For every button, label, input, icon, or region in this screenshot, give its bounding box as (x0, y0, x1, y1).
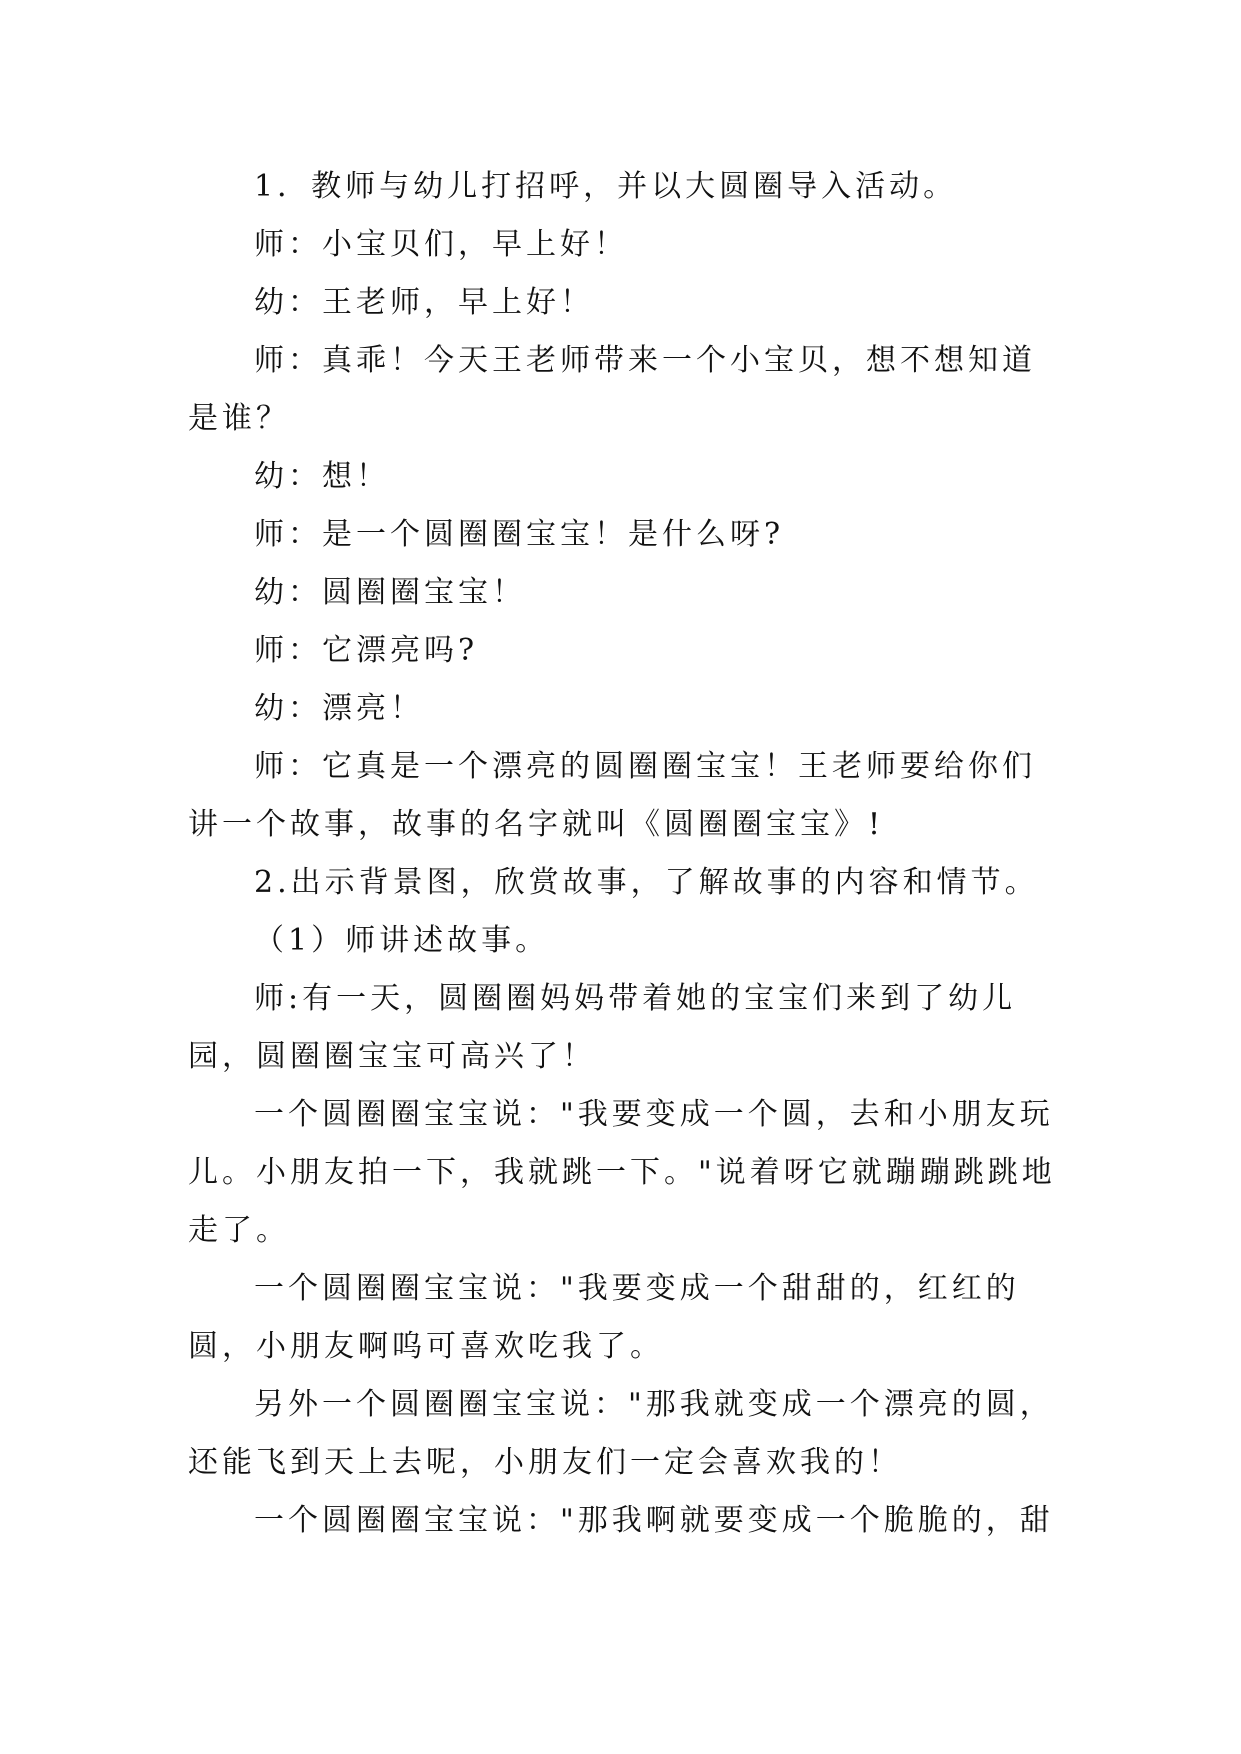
paragraph: 师：是一个圆圈圈宝宝！是什么呀? (254, 517, 785, 552)
paragraph: 幼：想！ (254, 459, 390, 494)
paragraph: 师：小宝贝们，早上好！ (254, 227, 628, 262)
paragraph: 师：它真是一个漂亮的圆圈圈宝宝！王老师要给你们讲一个故事，故事的名字就叫《圆圈圈宝宝》! (188, 749, 1036, 842)
paragraph: 师：真乖！今天王老师带来一个小宝贝，想不想知道是谁？ (188, 343, 1036, 436)
paragraph: 幼：漂亮！ (254, 691, 424, 726)
paragraph: 幼：王老师，早上好！ (254, 285, 594, 320)
paragraph: 另外一个圆圈圈宝宝说："那我就变成一个漂亮的圆，还能飞到天上去呢，小朋友们一定会喜欢我的！ (188, 1387, 1054, 1480)
paragraph: 师:有一天，圆圈圈妈妈带着她的宝宝们来到了幼儿园，圆圈圈宝宝可高兴了！ (188, 981, 1017, 1074)
paragraph: 师：它漂亮吗? (254, 633, 479, 668)
paragraph: 2.出示背景图，欣赏故事，了解故事的内容和情节。 (254, 865, 1039, 900)
paragraph: 一个圆圈圈宝宝说："我要变成一个甜甜的，红红的圆，小朋友啊呜可喜欢吃我了。 (188, 1271, 1020, 1364)
paragraph: 1．教师与幼儿打招呼，并以大圆圈导入活动。 (254, 169, 958, 204)
paragraph: 一个圆圈圈宝宝说："那我啊就要变成一个脆脆的，甜 (254, 1503, 1054, 1538)
paragraph: 幼：圆圈圈宝宝！ (254, 575, 526, 610)
paragraph: 一个圆圈圈宝宝说："我要变成一个圆，去和小朋友玩儿。小朋友拍一下，我就跳一下。"说着呀它就蹦蹦跳跳地走了。 (188, 1097, 1056, 1248)
paragraph: （1）师讲述故事。 (254, 923, 550, 958)
document-body (188, 158, 1058, 1550)
